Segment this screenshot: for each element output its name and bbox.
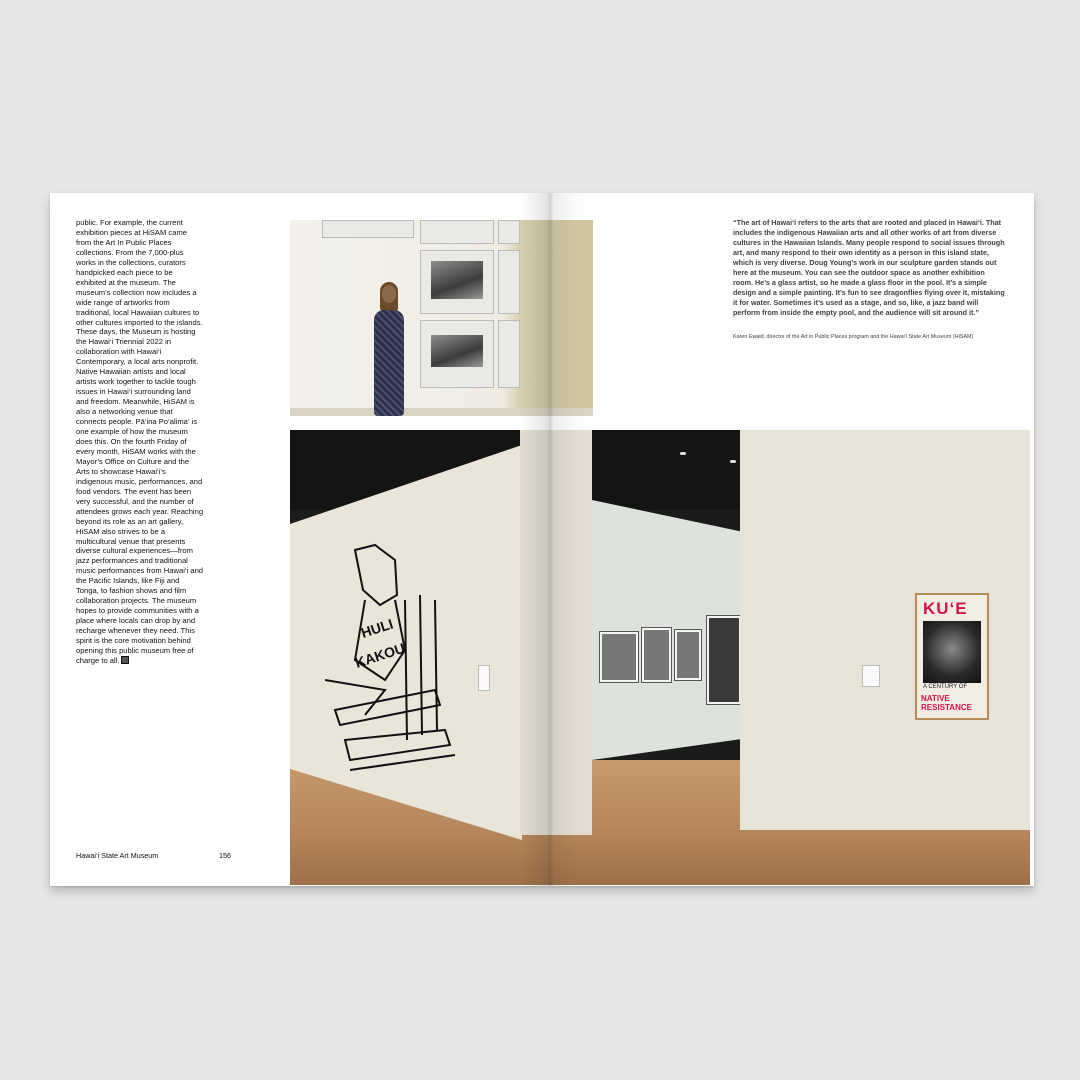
quote-attribution: Karen Ewald, director of the Art in Public Places program and the Hawai‘i State Art Museum (HiSAM) <box>733 334 974 340</box>
framed-artwork <box>498 320 520 388</box>
framed-artwork <box>420 220 494 244</box>
kue-poster <box>915 593 989 720</box>
body-text-column <box>76 218 204 666</box>
poster-image <box>923 621 981 683</box>
person-figure <box>374 310 404 416</box>
body-paragraph: public. For example, the current exhibition pieces at HiSAM came from the Art In Public Places collections. From the 7,000-plus works in the collections, curators handpicked each piece to be exhibited at the museum. The museum’s collection now includes a wide range of artworks from traditional, local Hawaiian cultures to other cultures imported to the islands. These days, the Museum is hosting the Hawai‘i Triennial 2022 in collaboration with Hawai‘i Contemporary, a local arts nonprofit. Native Hawaiian artists and local artists work together to tackle tough issues in Hawai‘i surrounding land and freedom. Meanwhile, HiSAM is also a networking venue that connects people. Pā‘ina Po‘alima‘ is one example of how the museum does this. On the fourth Friday of every month, HiSAM works with the Mayor’s Office on Culture and the Arts to showcase Hawai‘i’s indigenous music, performances, and food vendors. The event has been very successful, and the number of attendees grows each year. Reaching beyond its role as an art gallery, HiSAM also strives to be a multicultural venue that presents diverse cultural experiences—from jazz performances and traditional music performances from Hawai‘i and the Pacific Islands, like Fiji and Tonga, to fashion shows and film collaboration projects. The museum hopes to provide communities with a place where locals can drop by and recharge whenever they need. This spirit is the core motivation behind opening this public museum free of charge to all. <box>76 218 204 665</box>
framed-artwork <box>498 250 520 314</box>
framed-artwork <box>420 250 494 314</box>
poster-title: KU‘E <box>923 599 968 618</box>
framed-artwork <box>322 220 414 238</box>
framed-artwork <box>420 320 494 388</box>
mural-text-kakou: KAKOU <box>352 639 407 671</box>
mural-text-huli: HULI <box>358 615 395 641</box>
gallery-interior-photo <box>290 430 1030 885</box>
person-head <box>382 285 396 303</box>
footer-left-title: Hawai‘i State Art Museum <box>76 851 159 860</box>
footer-left-page-number: 156 <box>219 851 231 860</box>
gallery-column <box>520 430 592 835</box>
framed-photo <box>600 632 638 682</box>
framed-artwork <box>498 220 520 244</box>
gallery-photo-woman <box>290 220 593 416</box>
poster-headline: NATIVE RESISTANCE <box>921 694 972 712</box>
wall-label <box>862 665 880 687</box>
mural-drawing <box>325 540 465 775</box>
book-spread <box>50 193 1034 886</box>
wall-label <box>478 665 490 691</box>
end-mark-icon <box>121 656 129 664</box>
pull-quote: “The art of Hawai‘i refers to the arts that are rooted and placed in Hawai‘i. That includes the indigenous Hawaiian arts and all other works of art from diverse cultures in the Hawaiian Islands. Many people respond to social issues through art, and many respond to their own identity as a person in this island state, which is very diverse. Doug Young’s work in our sculpture garden stands out here at the museum. You can see the outdoor space as another exhibition room. He’s a glass artist, so he made a glass floor in the pool. It’s a simple design and a simple painting. It’s fun to see dragonflies flying over it, mistaking it for water. Sometimes it’s used as a stage, and so, like, a jazz band will perform from inside the empty pool, and the audience will sit around it.” <box>733 218 1005 317</box>
framed-photo <box>675 630 701 680</box>
poster-subtitle: A CENTURY OF <box>923 684 968 690</box>
framed-photo <box>707 616 741 704</box>
framed-photo <box>642 628 671 682</box>
